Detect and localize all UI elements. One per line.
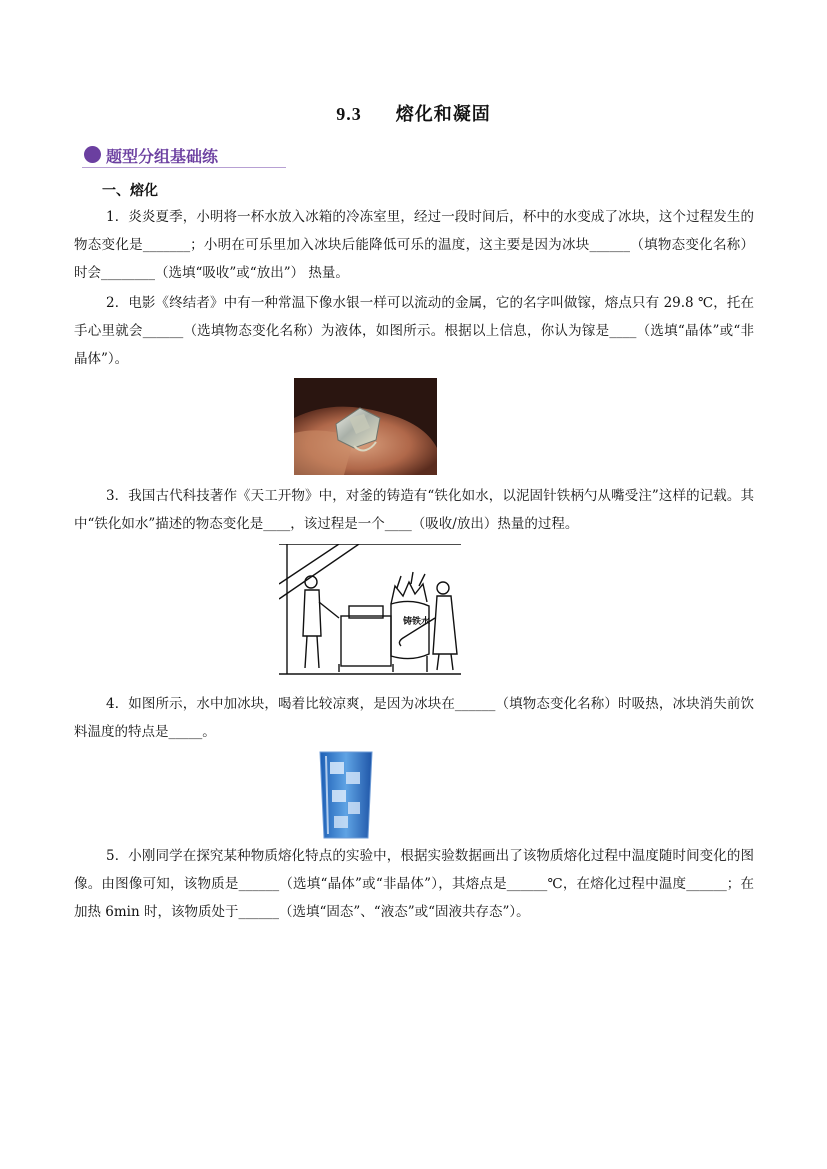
ice-water-glass-photo <box>316 748 376 840</box>
page-title <box>0 100 827 126</box>
title-number: 9.3 <box>336 104 362 124</box>
question-2-text: 2．电影《终结者》中有一种常温下像水银一样可以流动的金属，它的名字叫做镓，熔点只有 29.8 ℃，托在手心里就会______（选填物态变化名称）为液体，如图所示。根据以上信息，你认为镓是____（选填“晶体”或“非晶体”）。 <box>74 295 754 367</box>
bullet-dot-icon <box>84 146 101 163</box>
title-text: 熔化和凝固 <box>395 104 491 125</box>
section-heading: 一、熔化 <box>102 183 158 199</box>
furnace-label: 铸铁水 <box>403 617 431 627</box>
ancient-iron-casting-illustration <box>279 544 461 680</box>
question-5-text: 5．小刚同学在探究某种物质熔化特点的实验中，根据实验数据画出了该物质熔化过程中温度随时间变化的图像。由图像可知，该物质是______（选填“晶体”或“非晶体”），其熔点是______℃，在熔化过程中温度______；在加热 6min 时，该物质处于______（选填“固态”、“液态”或“固液共存态”）。 <box>74 848 754 920</box>
question-2 <box>74 289 754 373</box>
question-3-text: 3．我国古代科技著作《天工开物》中，对釜的铸造有“铁化如水，以泥固针铁柄勺从嘴受注”这样的记载。其中“铁化如水”描述的物态变化是____，该过程是一个____（吸收/放出）热量的过程。 <box>74 488 754 532</box>
banner-label: 题型分组基础练 <box>106 147 219 166</box>
gallium-in-hand-photo <box>294 378 437 475</box>
question-1 <box>74 203 754 287</box>
question-4-text: 4．如图所示，水中加冰块，喝着比较凉爽，是因为冰块在______（填物态变化名称）时吸热，冰块消失前饮料温度的特点是_____。 <box>74 696 754 740</box>
question-5 <box>74 842 754 926</box>
question-4 <box>74 690 754 746</box>
question-1-text: 1．炎炎夏季，小明将一杯水放入冰箱的冷冻室里，经过一段时间后，杯中的水变成了冰块，这个过程发生的物态变化是_______；小明在可乐里加入冰块后能降低可乐的温度，这主要是因为冰块______（填物态变化名称）时会________（选填“吸收”或“放出”） 热量。 <box>74 209 754 281</box>
banner-underline <box>82 167 286 168</box>
question-3 <box>74 482 754 538</box>
section-banner <box>82 142 286 168</box>
